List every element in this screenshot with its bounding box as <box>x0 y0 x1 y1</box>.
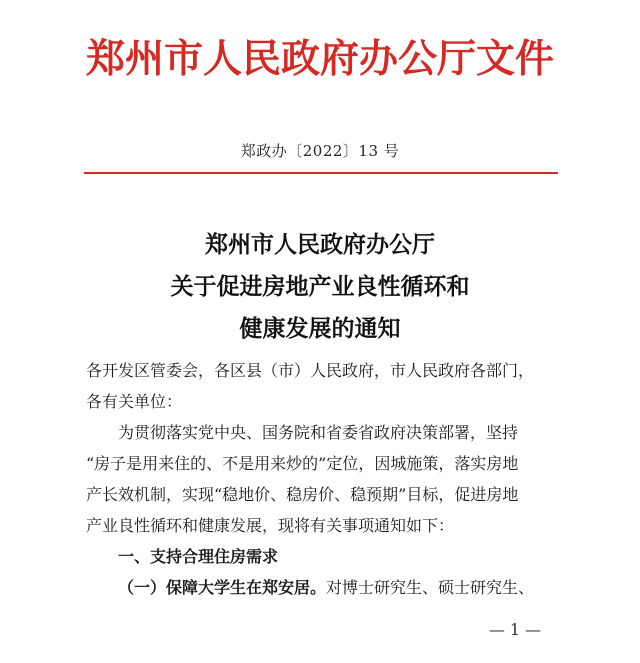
paragraph-1-line-4: 产业良性循环和健康发展，现将有关事项通知如下： <box>86 516 455 535</box>
item-1-line <box>86 572 566 603</box>
addressee-line-1: 各开发区管委会，各区县（市）人民政府，市人民政府各部门， <box>86 361 535 380</box>
paragraph-1-line-2: “房子是用来住的、不是用来炒的”定位，因城施策，落实房地 <box>86 454 519 473</box>
title-line-1: 郑州市人民政府办公厅 <box>205 231 435 258</box>
title-line-3: 健康发展的通知 <box>239 315 401 342</box>
title-line-2: 关于促进房地产业良性循环和 <box>170 273 470 300</box>
addressee-line-2: 各有关单位： <box>86 392 183 411</box>
document-number: 郑政办〔2022〕13 号 <box>240 142 400 160</box>
item-1-lead: （一）保障大学生在郑安居。 <box>118 578 327 597</box>
page-number: — 1 — <box>488 620 542 639</box>
red-separator-line <box>84 172 558 174</box>
issuer-header: 郑州市人民政府办公厅文件 <box>85 36 554 82</box>
document-title <box>0 224 640 350</box>
paragraph-1-line-3: 产长效机制，实现“稳地价、稳房价、稳预期”目标，促进房地 <box>86 485 519 504</box>
paragraph-1-line-1: 为贯彻落实党中央、国务院和省委省政府决策部署，坚持 <box>118 423 519 442</box>
item-1-rest: 对博士研究生、硕士研究生、 <box>326 578 535 597</box>
document-body <box>86 355 566 603</box>
section-1-heading: 一、支持合理住房需求 <box>118 547 279 566</box>
